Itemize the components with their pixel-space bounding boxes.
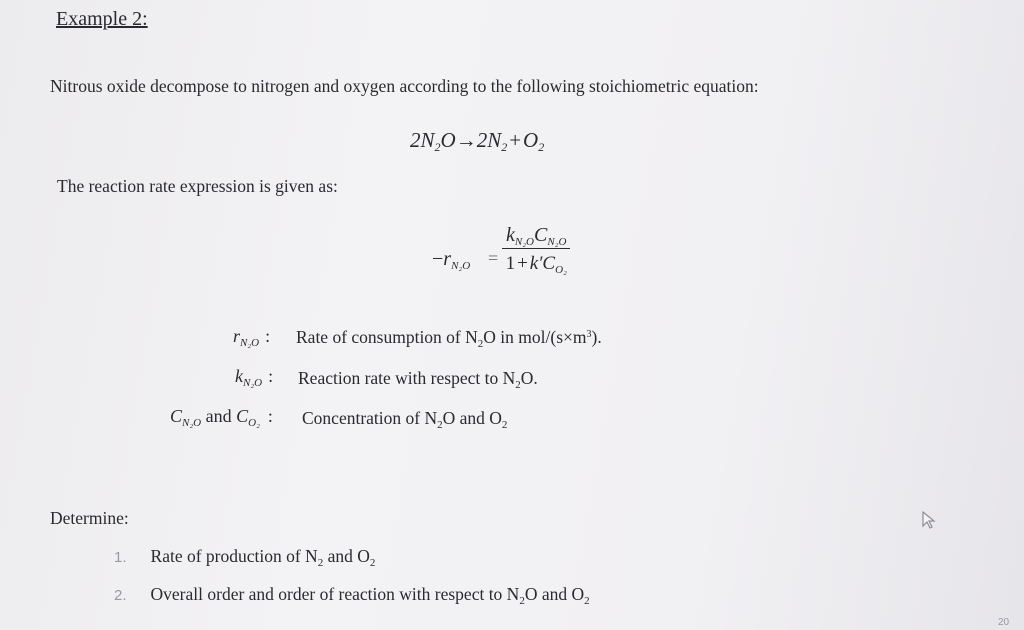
fraction-denominator	[502, 249, 570, 279]
and-word: and	[201, 406, 237, 426]
definition-text-k	[298, 368, 538, 389]
reactant-element-o: O	[440, 128, 456, 152]
item-subscript: 2	[317, 557, 324, 569]
definition-symbol-rate	[233, 326, 270, 347]
def-text-part: O and O	[442, 408, 502, 428]
colon: :	[267, 406, 273, 426]
reactant-subscript: 2	[434, 140, 441, 154]
mouse-pointer-icon	[920, 510, 938, 530]
def-subscript: 2	[501, 419, 508, 431]
product1-subscript: 2	[501, 140, 508, 154]
symbol-r-subscript: N₂O	[240, 337, 260, 349]
num-c: C	[534, 224, 548, 246]
example-heading: Example 2:	[56, 8, 148, 30]
num-c-subscript: N₂O	[547, 236, 567, 248]
minus-sign: −	[432, 248, 444, 270]
equals-sign: =	[488, 248, 499, 268]
product2-element: O	[523, 128, 539, 152]
num-k: k	[506, 224, 515, 246]
definition-text-concentration	[302, 408, 507, 429]
list-item	[114, 546, 375, 567]
product1-element: N	[487, 128, 502, 152]
rate-lhs	[432, 248, 470, 271]
definition-symbol-k	[235, 366, 273, 387]
reaction-arrow: →	[455, 128, 477, 152]
list-number: 1.	[114, 549, 127, 566]
symbol-c-n2o: C	[170, 406, 183, 426]
reactant-element-n: N	[420, 128, 435, 152]
def-text-part: Concentration of N	[302, 408, 438, 428]
rate-fraction	[502, 222, 570, 279]
def-superscript: 3	[586, 329, 592, 340]
list-item	[114, 584, 590, 605]
symbol-c-o2-subscript: O₂	[248, 417, 260, 429]
item-subscript: 2	[584, 595, 590, 607]
def-subscript: 2	[515, 379, 521, 391]
den-one: 1	[505, 253, 516, 274]
def-text-part: O in mol/(s×m	[483, 327, 587, 347]
def-text-part: ).	[591, 327, 602, 347]
product2-subscript: 2	[538, 140, 545, 154]
rate-subscript: N₂O	[451, 260, 471, 272]
stoichiometric-equation	[410, 128, 544, 153]
def-subscript: 2	[477, 338, 484, 350]
symbol-c-n2o-subscript: N₂O	[182, 417, 202, 429]
def-text-part: O.	[520, 368, 538, 388]
item-text: Rate of production of N	[150, 546, 318, 566]
item-subscript: 2	[369, 557, 376, 569]
den-plus: +	[517, 253, 528, 274]
reactant-coefficient: 2	[410, 128, 421, 152]
list-number: 2.	[114, 587, 127, 604]
rate-symbol: r	[443, 248, 452, 270]
symbol-k-subscript: N₂O	[243, 377, 263, 389]
def-subscript: 2	[437, 419, 443, 431]
def-text-part: Rate of consumption of N	[296, 327, 478, 347]
definition-text-rate	[296, 327, 602, 348]
symbol-r: r	[233, 326, 241, 346]
intro-paragraph: Nitrous oxide decompose to nitrogen and oxygen according to the following stoichiometric equation:	[50, 76, 759, 96]
page-number: 20	[998, 617, 1010, 628]
product1-coefficient: 2	[476, 128, 488, 152]
num-k-subscript: N₂O	[514, 236, 534, 248]
def-text-part: Reaction rate with respect to N	[298, 368, 516, 388]
colon: :	[265, 326, 271, 346]
item-text: and O	[323, 546, 370, 566]
den-c-subscript: O₂	[555, 264, 567, 276]
colon: :	[268, 366, 274, 386]
rate-intro-text: The reaction rate expression is given as:	[57, 176, 338, 196]
symbol-c-o2: C	[236, 406, 249, 426]
symbol-k: k	[235, 366, 243, 386]
definition-symbol-concentration	[170, 406, 273, 427]
item-text: O and O	[524, 584, 585, 604]
determine-label: Determine:	[50, 508, 129, 528]
den-k: k′	[529, 253, 543, 274]
fraction-numerator	[502, 222, 570, 249]
item-text: Overall order and order of reaction with respect to N	[150, 584, 520, 604]
item-subscript: 2	[519, 595, 525, 607]
plus-sign: +	[509, 128, 522, 152]
den-c: C	[542, 253, 556, 274]
